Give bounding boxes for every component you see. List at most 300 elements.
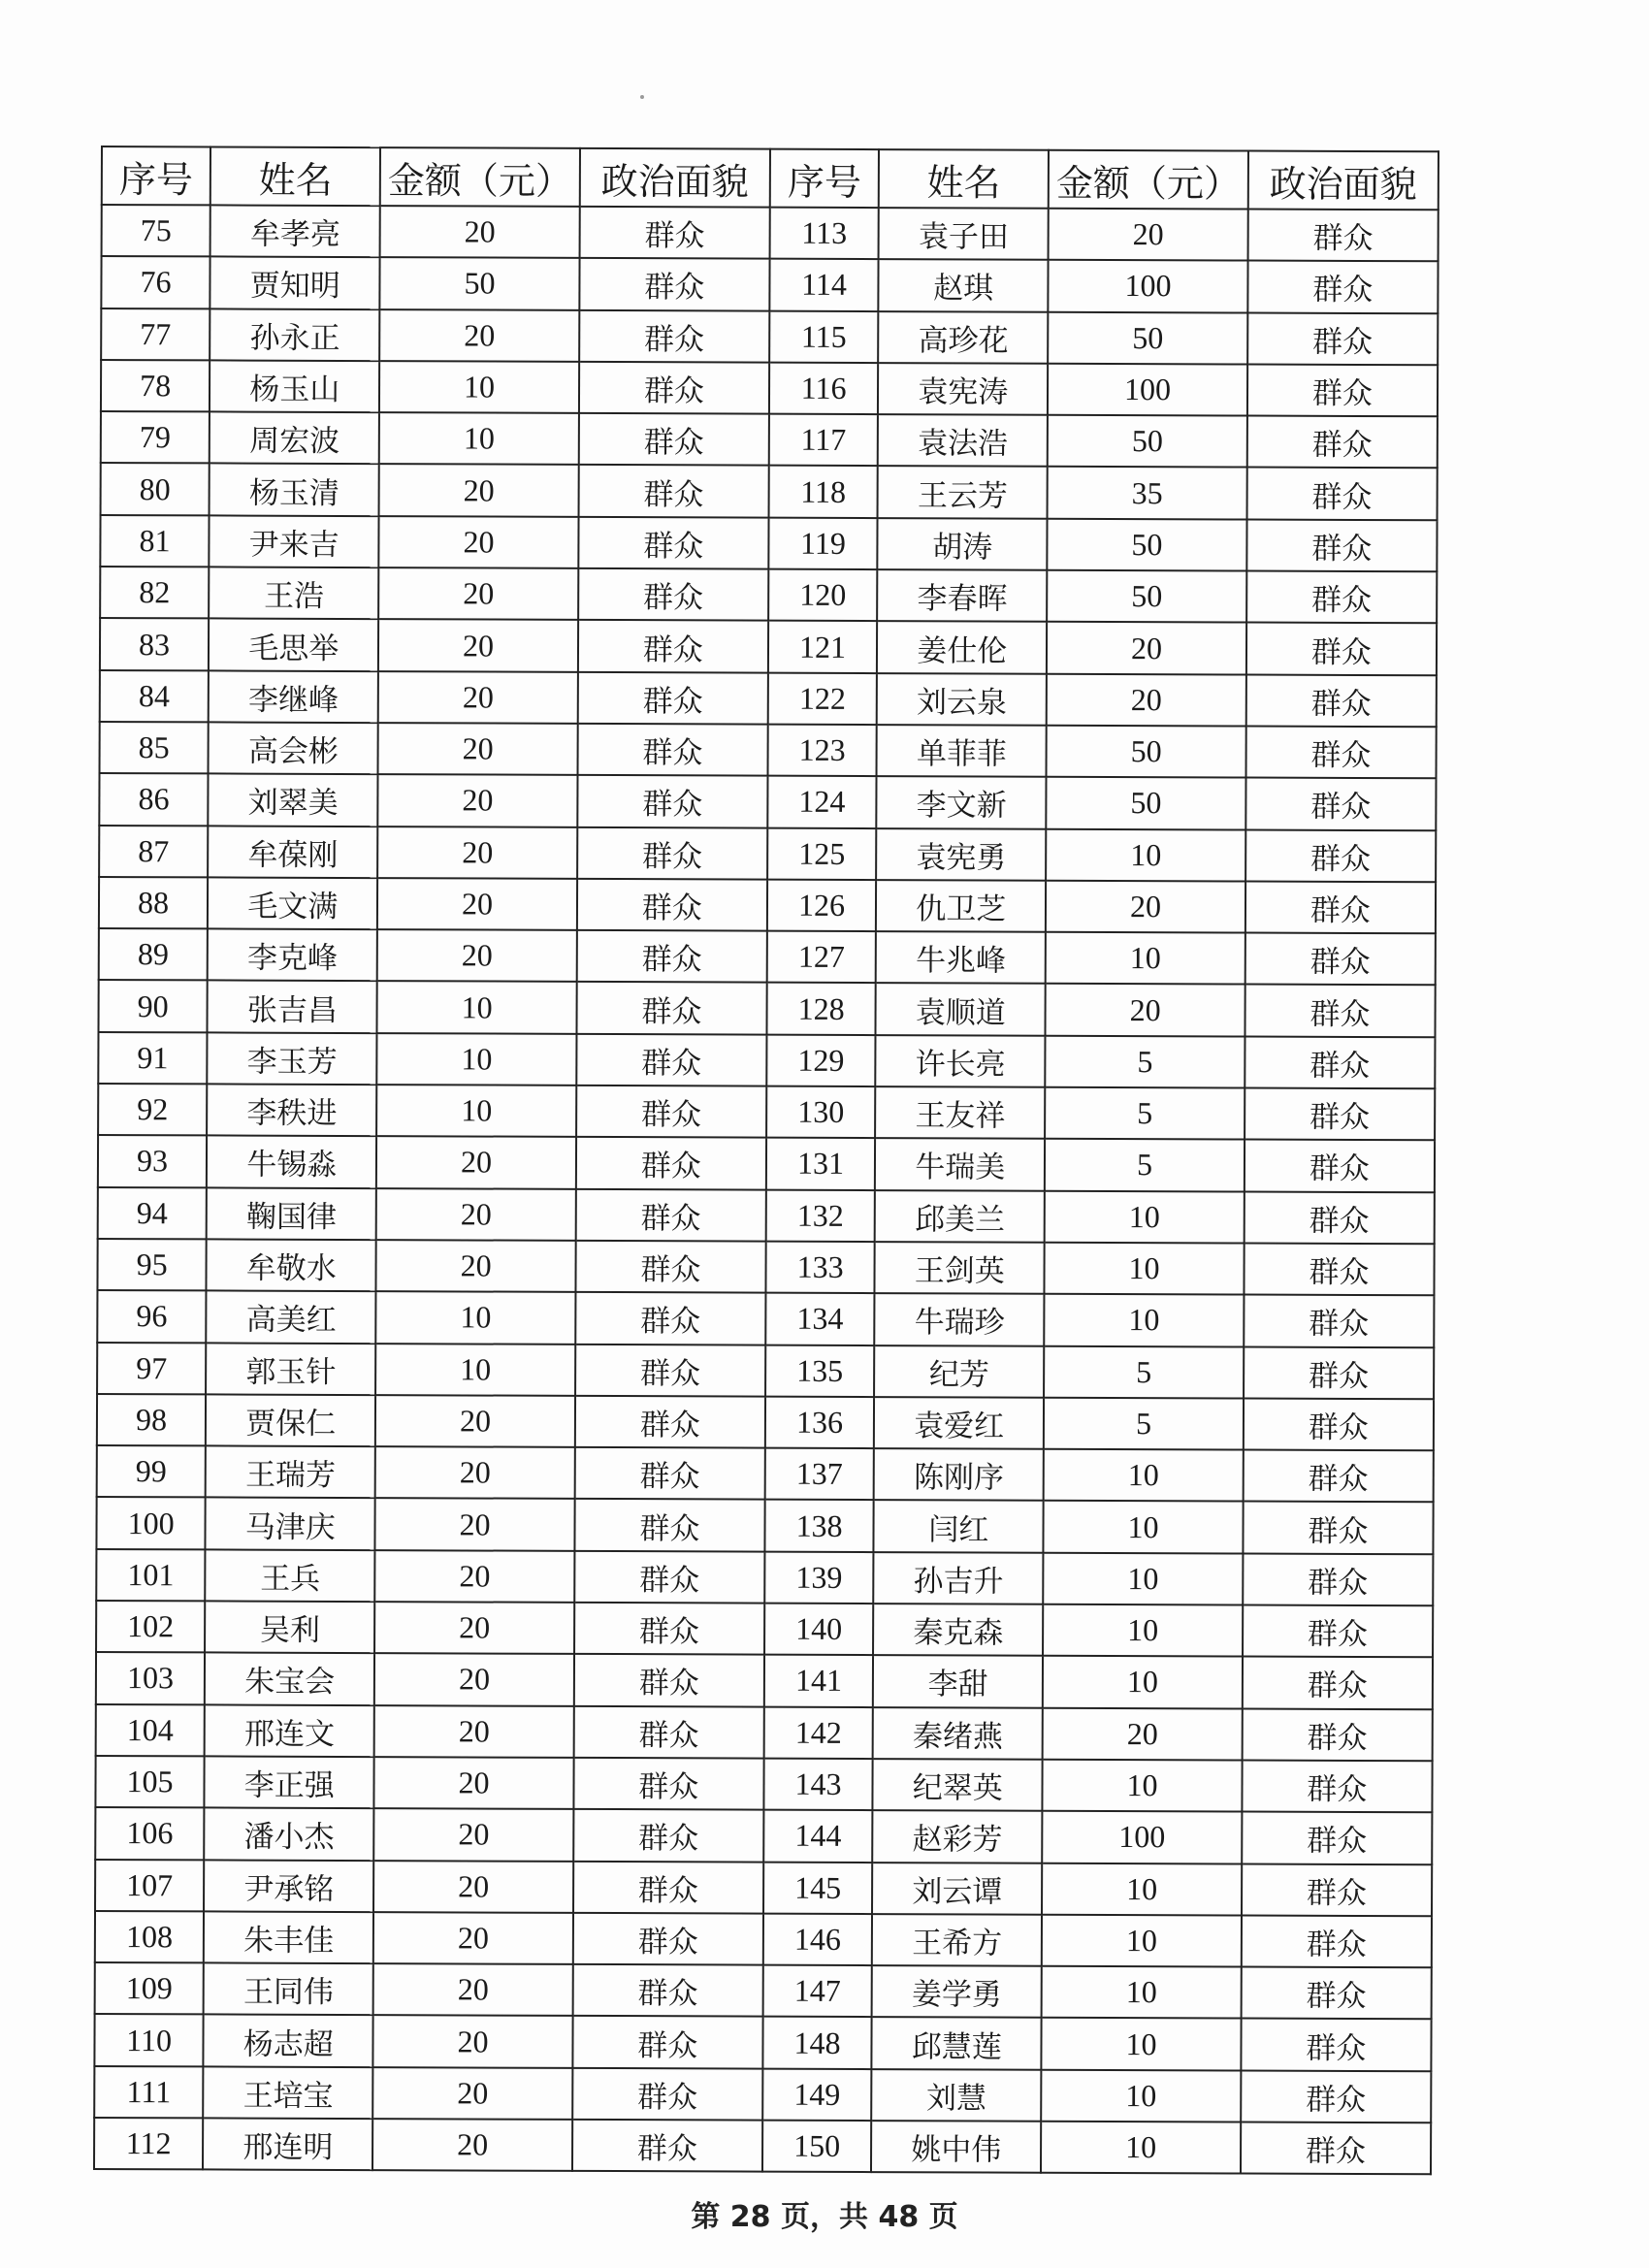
amount-cell: 20 bbox=[374, 1602, 574, 1654]
index-cell: 147 bbox=[763, 1965, 872, 2018]
index-cell: 117 bbox=[769, 414, 878, 467]
amount-cell: 10 bbox=[379, 361, 579, 413]
amount-cell: 10 bbox=[376, 1291, 576, 1344]
index-cell: 89 bbox=[99, 928, 208, 981]
name-cell: 毛思举 bbox=[209, 619, 378, 671]
name-cell: 王剑英 bbox=[875, 1242, 1045, 1294]
index-cell: 139 bbox=[764, 1551, 873, 1604]
name-cell: 杨玉山 bbox=[210, 360, 379, 412]
index-cell: 149 bbox=[762, 2068, 871, 2121]
table-row bbox=[96, 1704, 1433, 1762]
political-status-cell: 群众 bbox=[1245, 829, 1437, 882]
political-status-cell: 群众 bbox=[1245, 933, 1436, 986]
index-cell: 102 bbox=[96, 1601, 205, 1653]
index-cell: 114 bbox=[769, 259, 878, 311]
name-cell: 王友祥 bbox=[875, 1086, 1045, 1139]
political-status-cell: 群众 bbox=[1243, 1502, 1434, 1554]
index-cell: 108 bbox=[95, 1911, 204, 1963]
name-cell: 李秩进 bbox=[207, 1084, 376, 1136]
index-cell: 111 bbox=[94, 2066, 203, 2119]
index-cell: 82 bbox=[100, 567, 209, 619]
name-cell: 王瑞芳 bbox=[206, 1446, 375, 1499]
amount-cell: 20 bbox=[1043, 1707, 1243, 1760]
political-status-cell: 群众 bbox=[1244, 1243, 1435, 1295]
political-status-cell: 群众 bbox=[1243, 1450, 1434, 1503]
political-status-cell: 群众 bbox=[578, 517, 768, 569]
political-status-cell: 群众 bbox=[1243, 1553, 1434, 1605]
index-cell: 116 bbox=[769, 363, 878, 415]
header-name-right: 姓名 bbox=[879, 149, 1049, 209]
political-status-cell: 群众 bbox=[1241, 2019, 1432, 2071]
amount-cell: 20 bbox=[379, 465, 578, 517]
name-cell: 赵彩芳 bbox=[872, 1810, 1042, 1863]
political-status-cell: 群众 bbox=[577, 672, 767, 725]
political-status-cell: 群众 bbox=[1242, 1708, 1433, 1761]
amount-cell: 5 bbox=[1044, 1398, 1244, 1450]
name-cell: 鞠国律 bbox=[207, 1187, 376, 1240]
name-cell: 王同伟 bbox=[204, 1963, 373, 2016]
table-row bbox=[95, 1911, 1432, 1968]
amount-cell: 10 bbox=[1044, 1552, 1244, 1604]
name-cell: 高珍花 bbox=[878, 311, 1048, 364]
index-cell: 104 bbox=[96, 1704, 205, 1757]
amount-cell: 10 bbox=[1045, 1190, 1245, 1243]
index-cell: 136 bbox=[765, 1396, 874, 1448]
name-cell: 袁顺道 bbox=[876, 984, 1046, 1036]
name-cell: 高美红 bbox=[206, 1291, 375, 1344]
amount-cell: 10 bbox=[1042, 1966, 1242, 2019]
name-cell: 王云芳 bbox=[878, 467, 1048, 519]
name-cell: 牟葆刚 bbox=[208, 826, 377, 878]
name-cell: 杨志超 bbox=[204, 2015, 373, 2067]
amount-cell: 20 bbox=[1049, 209, 1248, 261]
amount-cell: 20 bbox=[379, 567, 579, 620]
name-cell: 孙永正 bbox=[210, 308, 379, 361]
political-status-cell: 群众 bbox=[573, 1809, 763, 1862]
index-cell: 132 bbox=[766, 1189, 875, 1242]
political-status-cell: 群众 bbox=[1245, 778, 1437, 830]
index-cell: 150 bbox=[762, 2121, 871, 2173]
index-cell: 96 bbox=[97, 1290, 206, 1343]
index-cell: 124 bbox=[767, 776, 876, 828]
index-cell: 84 bbox=[100, 670, 209, 723]
name-cell: 王浩 bbox=[209, 567, 378, 620]
political-status-cell: 群众 bbox=[573, 1913, 763, 1965]
amount-cell: 10 bbox=[377, 1033, 576, 1085]
name-cell: 李甜 bbox=[873, 1655, 1043, 1707]
name-cell: 高会彬 bbox=[209, 722, 378, 774]
table-row bbox=[97, 1290, 1434, 1347]
index-cell: 148 bbox=[762, 2017, 871, 2069]
index-cell: 107 bbox=[95, 1859, 204, 1911]
name-cell: 胡涛 bbox=[877, 518, 1047, 570]
table-row bbox=[102, 205, 1439, 262]
table-row bbox=[101, 360, 1438, 417]
name-cell: 袁爱红 bbox=[874, 1397, 1044, 1449]
political-status-cell: 群众 bbox=[574, 1654, 764, 1706]
amount-cell: 5 bbox=[1045, 1139, 1245, 1191]
amount-cell: 20 bbox=[373, 2015, 573, 2067]
index-cell: 118 bbox=[769, 466, 878, 518]
political-status-cell: 群众 bbox=[579, 207, 769, 259]
index-cell: 133 bbox=[765, 1242, 874, 1294]
amount-cell: 10 bbox=[1045, 1243, 1245, 1295]
political-status-cell: 群众 bbox=[576, 1034, 766, 1086]
political-status-cell: 群众 bbox=[1241, 2122, 1432, 2175]
political-status-cell: 群众 bbox=[579, 309, 769, 362]
index-cell: 128 bbox=[766, 983, 875, 1035]
name-cell: 袁宪涛 bbox=[878, 363, 1048, 415]
amount-cell: 10 bbox=[379, 412, 579, 465]
name-cell: 牟敬水 bbox=[207, 1239, 376, 1291]
table-body bbox=[94, 205, 1439, 2175]
index-cell: 81 bbox=[100, 515, 209, 567]
name-cell: 牛锡淼 bbox=[207, 1136, 376, 1188]
name-cell: 李文新 bbox=[876, 776, 1046, 828]
name-cell: 李正强 bbox=[205, 1756, 374, 1808]
name-cell: 朱宝会 bbox=[205, 1653, 374, 1705]
index-cell: 131 bbox=[766, 1138, 875, 1190]
amount-cell: 20 bbox=[378, 774, 578, 826]
amount-cell: 50 bbox=[1049, 311, 1248, 364]
table-header bbox=[102, 146, 1439, 210]
political-status-cell: 群众 bbox=[576, 930, 766, 983]
political-status-cell: 群众 bbox=[1241, 1967, 1432, 2020]
name-cell: 李玉芳 bbox=[207, 1032, 376, 1085]
name-cell: 吴利 bbox=[205, 1601, 374, 1653]
political-status-cell: 群众 bbox=[1241, 1915, 1432, 1967]
index-cell: 85 bbox=[100, 722, 209, 774]
index-cell: 94 bbox=[98, 1187, 207, 1240]
name-cell: 许长亮 bbox=[875, 1035, 1045, 1087]
political-status-cell: 群众 bbox=[578, 413, 768, 466]
amount-cell: 10 bbox=[1042, 1915, 1242, 1967]
name-cell: 姚中伟 bbox=[871, 2121, 1041, 2173]
index-cell: 146 bbox=[763, 1913, 872, 1965]
political-status-cell: 群众 bbox=[575, 1292, 765, 1345]
political-status-cell: 群众 bbox=[1242, 1863, 1433, 1916]
index-cell: 79 bbox=[101, 411, 210, 464]
index-cell: 109 bbox=[95, 1962, 204, 2015]
table-row bbox=[95, 1859, 1432, 1916]
amount-cell: 100 bbox=[1043, 1811, 1243, 1863]
amount-cell: 20 bbox=[377, 929, 577, 982]
political-status-cell: 群众 bbox=[1243, 1605, 1434, 1658]
political-status-cell: 群众 bbox=[1247, 364, 1439, 416]
name-cell: 邢连文 bbox=[205, 1704, 374, 1757]
table-row bbox=[98, 1135, 1435, 1192]
index-cell: 95 bbox=[97, 1239, 206, 1291]
index-cell: 137 bbox=[765, 1448, 874, 1501]
amount-cell: 50 bbox=[1047, 777, 1246, 829]
name-cell: 姜学勇 bbox=[872, 1965, 1042, 2018]
political-status-cell: 群众 bbox=[1247, 210, 1439, 262]
name-cell: 仇卫芝 bbox=[876, 880, 1046, 932]
donation-table bbox=[93, 146, 1439, 2176]
index-cell: 101 bbox=[96, 1549, 205, 1602]
index-cell: 112 bbox=[94, 2118, 203, 2170]
index-cell: 77 bbox=[101, 308, 210, 361]
amount-cell: 10 bbox=[1044, 1501, 1244, 1553]
amount-cell: 10 bbox=[375, 1344, 575, 1396]
amount-cell: 10 bbox=[1044, 1449, 1244, 1502]
name-cell: 贾保仁 bbox=[206, 1394, 375, 1446]
political-status-cell: 群众 bbox=[1244, 1295, 1435, 1347]
table-row bbox=[100, 515, 1437, 572]
table-row bbox=[95, 1807, 1432, 1864]
amount-cell: 20 bbox=[380, 309, 580, 362]
amount-cell: 5 bbox=[1044, 1345, 1244, 1398]
table-row bbox=[94, 2118, 1431, 2175]
table-row bbox=[99, 773, 1436, 830]
index-cell: 142 bbox=[764, 1706, 873, 1759]
table-row bbox=[95, 1756, 1432, 1813]
index-cell: 97 bbox=[97, 1343, 206, 1395]
amount-cell: 20 bbox=[378, 723, 578, 775]
index-cell: 106 bbox=[95, 1807, 204, 1860]
header-political-status-right: 政治面貌 bbox=[1247, 151, 1439, 211]
index-cell: 87 bbox=[99, 826, 208, 878]
political-status-cell: 群众 bbox=[572, 1964, 762, 2017]
political-status-cell: 群众 bbox=[1241, 2070, 1432, 2122]
index-cell: 83 bbox=[100, 618, 209, 670]
amount-cell: 20 bbox=[374, 1757, 574, 1809]
index-cell: 138 bbox=[764, 1500, 873, 1552]
amount-cell: 20 bbox=[374, 1705, 574, 1758]
name-cell: 袁法浩 bbox=[878, 414, 1048, 467]
scan-speck bbox=[640, 95, 644, 99]
political-status-cell: 群众 bbox=[1245, 674, 1437, 727]
amount-cell: 10 bbox=[1043, 1604, 1243, 1657]
amount-cell: 20 bbox=[374, 1653, 574, 1705]
political-status-cell: 群众 bbox=[578, 620, 768, 672]
index-cell: 93 bbox=[98, 1135, 207, 1187]
index-cell: 125 bbox=[767, 827, 876, 880]
political-status-cell: 群众 bbox=[575, 1344, 765, 1396]
index-cell: 110 bbox=[94, 2014, 203, 2066]
index-cell: 76 bbox=[101, 256, 210, 308]
political-status-cell: 群众 bbox=[1245, 1140, 1436, 1192]
name-cell: 贾知明 bbox=[210, 257, 380, 309]
political-status-cell: 群众 bbox=[1244, 1346, 1435, 1399]
amount-cell: 10 bbox=[1043, 1760, 1243, 1812]
index-cell: 115 bbox=[769, 310, 878, 363]
amount-cell: 20 bbox=[374, 1808, 574, 1861]
political-status-cell: 群众 bbox=[577, 879, 767, 931]
index-cell: 119 bbox=[768, 517, 877, 569]
political-status-cell: 群众 bbox=[574, 1551, 764, 1604]
amount-cell: 20 bbox=[377, 878, 577, 930]
header-political-status-left: 政治面貌 bbox=[579, 148, 770, 208]
table-row bbox=[101, 256, 1438, 313]
political-status-cell: 群众 bbox=[579, 362, 769, 414]
name-cell: 牛瑞美 bbox=[875, 1138, 1045, 1190]
name-cell: 刘翠美 bbox=[208, 774, 377, 826]
name-cell: 袁宪勇 bbox=[876, 828, 1046, 881]
political-status-cell: 群众 bbox=[1245, 1036, 1436, 1088]
political-status-cell: 群众 bbox=[1245, 985, 1436, 1037]
index-cell: 75 bbox=[102, 205, 210, 257]
table-row bbox=[101, 463, 1438, 520]
index-cell: 126 bbox=[767, 880, 876, 932]
amount-cell: 10 bbox=[1045, 1294, 1245, 1346]
political-status-cell: 群众 bbox=[1246, 519, 1438, 571]
index-cell: 90 bbox=[98, 980, 207, 1032]
amount-cell: 20 bbox=[375, 1499, 574, 1551]
table-row bbox=[94, 2014, 1431, 2071]
amount-cell: 5 bbox=[1046, 1035, 1245, 1087]
name-cell: 李克峰 bbox=[208, 929, 377, 982]
political-status-cell: 群众 bbox=[1242, 1760, 1433, 1812]
amount-cell: 100 bbox=[1049, 260, 1248, 312]
amount-cell: 20 bbox=[375, 1446, 575, 1499]
name-cell: 王兵 bbox=[205, 1549, 374, 1602]
name-cell: 刘慧 bbox=[871, 2069, 1041, 2122]
table-row bbox=[98, 1187, 1435, 1245]
political-status-cell: 群众 bbox=[578, 568, 768, 621]
page-number: 第 28 页，共 48 页 bbox=[691, 2200, 958, 2234]
political-status-cell: 群众 bbox=[1243, 1657, 1434, 1709]
name-cell: 尹来吉 bbox=[209, 515, 378, 567]
table-row bbox=[94, 2066, 1431, 2123]
political-status-cell: 群众 bbox=[572, 2120, 762, 2172]
index-cell: 99 bbox=[97, 1445, 206, 1498]
index-cell: 141 bbox=[764, 1655, 873, 1707]
name-cell: 牛兆峰 bbox=[876, 931, 1046, 984]
political-status-cell: 群众 bbox=[1244, 1191, 1435, 1244]
political-status-cell: 群众 bbox=[1247, 312, 1439, 365]
political-status-cell: 群众 bbox=[1246, 416, 1438, 469]
political-status-cell: 群众 bbox=[1242, 1812, 1433, 1864]
table-row bbox=[98, 1084, 1435, 1141]
amount-cell: 20 bbox=[373, 1861, 573, 1913]
index-cell: 129 bbox=[766, 1034, 875, 1086]
political-status-cell: 群众 bbox=[572, 2016, 762, 2068]
amount-cell: 10 bbox=[377, 982, 576, 1034]
amount-cell: 20 bbox=[1047, 622, 1246, 674]
table-row bbox=[101, 308, 1438, 366]
amount-cell: 20 bbox=[378, 671, 578, 724]
name-cell: 姜仕伦 bbox=[877, 621, 1047, 673]
political-status-cell: 群众 bbox=[1246, 623, 1438, 675]
amount-cell: 20 bbox=[372, 2119, 572, 2171]
name-cell: 杨玉清 bbox=[210, 464, 379, 516]
table-row bbox=[96, 1601, 1433, 1658]
index-cell: 122 bbox=[768, 672, 877, 725]
amount-cell: 10 bbox=[1042, 2069, 1242, 2122]
amount-cell: 20 bbox=[376, 1136, 576, 1188]
amount-cell: 50 bbox=[1047, 726, 1246, 778]
amount-cell: 10 bbox=[376, 1085, 576, 1137]
political-status-cell: 群众 bbox=[575, 1396, 765, 1448]
name-cell: 王希方 bbox=[872, 1914, 1042, 1966]
index-cell: 78 bbox=[101, 360, 210, 412]
table-row bbox=[99, 826, 1436, 883]
header-index-left: 序号 bbox=[102, 146, 210, 205]
index-cell: 123 bbox=[767, 725, 876, 777]
table-row bbox=[98, 980, 1435, 1037]
header-index-right: 序号 bbox=[770, 149, 879, 208]
political-status-cell: 群众 bbox=[579, 258, 769, 310]
political-status-cell: 群众 bbox=[1244, 1398, 1435, 1450]
amount-cell: 20 bbox=[376, 1188, 576, 1241]
index-cell: 91 bbox=[98, 1032, 207, 1085]
index-cell: 135 bbox=[765, 1345, 874, 1397]
index-cell: 92 bbox=[98, 1084, 207, 1136]
index-cell: 144 bbox=[763, 1810, 872, 1863]
political-status-cell: 群众 bbox=[578, 465, 768, 517]
table-row bbox=[100, 567, 1437, 624]
amount-cell: 20 bbox=[373, 2067, 572, 2120]
political-status-cell: 群众 bbox=[572, 2068, 762, 2121]
index-cell: 86 bbox=[99, 773, 208, 826]
name-cell: 牟孝亮 bbox=[210, 205, 380, 257]
index-cell: 127 bbox=[767, 931, 876, 984]
index-cell: 140 bbox=[764, 1604, 873, 1656]
table-row bbox=[96, 1549, 1433, 1606]
amount-cell: 20 bbox=[1046, 881, 1245, 933]
name-cell: 王培宝 bbox=[203, 2066, 372, 2119]
political-status-cell: 群众 bbox=[1245, 1088, 1436, 1141]
index-cell: 98 bbox=[97, 1394, 206, 1446]
amount-cell: 10 bbox=[1046, 932, 1245, 985]
amount-cell: 50 bbox=[380, 257, 580, 309]
index-cell: 103 bbox=[96, 1652, 205, 1704]
amount-cell: 10 bbox=[1041, 2122, 1241, 2174]
index-cell: 145 bbox=[763, 1862, 872, 1914]
political-status-cell: 群众 bbox=[576, 1137, 766, 1189]
name-cell: 单菲菲 bbox=[877, 725, 1047, 777]
amount-cell: 10 bbox=[1043, 1656, 1243, 1708]
name-cell: 尹承铭 bbox=[204, 1860, 373, 1912]
name-cell: 秦克森 bbox=[873, 1604, 1043, 1656]
name-cell: 纪芳 bbox=[874, 1345, 1044, 1398]
amount-cell: 20 bbox=[1047, 673, 1246, 726]
table-row bbox=[100, 722, 1437, 779]
header-row bbox=[102, 146, 1439, 210]
index-cell: 121 bbox=[768, 621, 877, 673]
political-status-cell: 群众 bbox=[574, 1499, 764, 1551]
name-cell: 潘小杰 bbox=[204, 1808, 373, 1861]
table-row bbox=[97, 1239, 1434, 1296]
political-status-cell: 群众 bbox=[576, 982, 766, 1034]
amount-cell: 10 bbox=[1042, 1863, 1242, 1915]
political-status-cell: 群众 bbox=[575, 1189, 765, 1242]
political-status-cell: 群众 bbox=[573, 1758, 763, 1810]
amount-cell: 20 bbox=[378, 826, 578, 879]
name-cell: 朱丰佳 bbox=[204, 1911, 373, 1963]
index-cell: 134 bbox=[765, 1293, 874, 1345]
header-amount-left: 金额（元） bbox=[380, 147, 580, 207]
table-row bbox=[97, 1394, 1434, 1451]
table-row bbox=[96, 1652, 1433, 1709]
political-status-cell: 群众 bbox=[573, 1861, 763, 1913]
political-status-cell: 群众 bbox=[1245, 881, 1437, 933]
amount-cell: 100 bbox=[1048, 364, 1247, 416]
name-cell: 刘云谭 bbox=[872, 1863, 1042, 1915]
amount-cell: 10 bbox=[1046, 828, 1245, 881]
name-cell: 邱慧莲 bbox=[872, 2017, 1042, 2069]
header-amount-right: 金额（元） bbox=[1049, 150, 1248, 210]
political-status-cell: 群众 bbox=[577, 775, 767, 827]
name-cell: 牛瑞珍 bbox=[874, 1293, 1044, 1345]
table-row bbox=[101, 411, 1438, 469]
name-cell: 邱美兰 bbox=[875, 1190, 1045, 1243]
name-cell: 孙吉升 bbox=[873, 1552, 1043, 1604]
amount-cell: 35 bbox=[1048, 467, 1247, 519]
name-cell: 袁子田 bbox=[879, 208, 1049, 260]
amount-cell: 20 bbox=[373, 1912, 573, 1964]
